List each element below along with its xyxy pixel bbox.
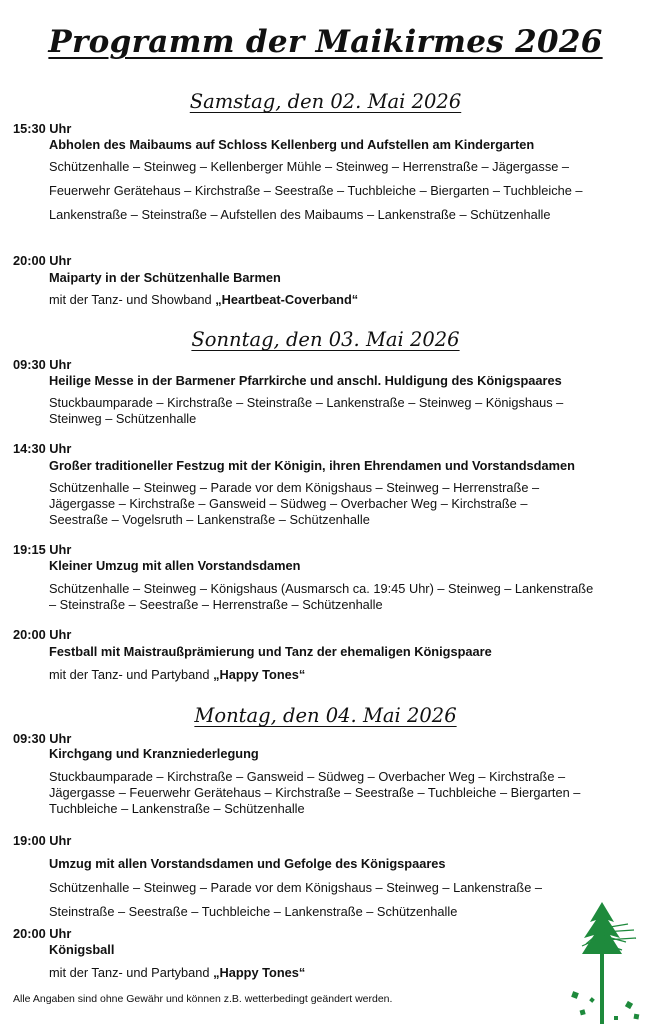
route-line: Steinweg – Schützenhalle <box>49 411 197 426</box>
event-time: 09:30 Uhr <box>13 731 72 746</box>
event-title: Umzug mit allen Vorstandsdamen und Gefolge des Königspaares <box>49 856 446 871</box>
event-time: 15:30 Uhr <box>13 121 72 136</box>
route-line: Schützenhalle – Steinweg – Parade vor dem Königshaus – Steinweg – Lankenstraße – <box>49 880 542 895</box>
event-title: Abholen des Maibaums auf Schloss Kellenberg und Aufstellen am Kindergarten <box>49 137 535 152</box>
event-title: Kirchgang und Kranzniederlegung <box>49 746 259 761</box>
event-title: Königsball <box>49 942 115 957</box>
event-time: 09:30 Uhr <box>13 357 72 372</box>
route-line: Jägergasse – Feuerwehr Gerätehaus – Kirchstraße – Seestraße – Tuchbleiche – Biergarten – <box>49 785 581 800</box>
route-line: Stuckbaumparade – Kirchstraße – Steinstraße – Lankenstraße – Steinweg – Königshaus – <box>49 395 564 410</box>
band-name: „Happy Tones“ <box>213 667 306 682</box>
event-time: 20:00 Uhr <box>13 627 72 642</box>
maibaum-tree-icon <box>568 898 648 1029</box>
event-time: 19:00 Uhr <box>13 833 72 848</box>
day-heading-sunday: Sonntag, den 03. Mai 2026 <box>191 328 460 351</box>
day-heading-saturday: Samstag, den 02. Mai 2026 <box>189 90 462 113</box>
band-line-text: mit der Tanz- und Partyband <box>49 965 214 980</box>
event-time: 14:30 Uhr <box>13 441 72 456</box>
route-line: Lankenstraße – Steinstraße – Aufstellen des Maibaums – Lankenstraße – Schützenhalle <box>49 207 551 222</box>
band-line <box>49 292 358 307</box>
route-line: Stuckbaumparade – Kirchstraße – Gansweid – Südweg – Overbacher Weg – Kirchstraße – <box>49 769 566 784</box>
disclaimer-footer: Alle Angaben sind ohne Gewähr und können z.B. wetterbedingt geändert werden. <box>13 993 393 1005</box>
route-line: Steinstraße – Seestraße – Tuchbleiche – Lankenstraße – Schützenhalle <box>49 904 458 919</box>
route-line: Schützenhalle – Steinweg – Königshaus (Ausmarsch ca. 19:45 Uhr) – Steinweg – Lankenstraße <box>49 581 594 596</box>
route-line: – Steinstraße – Seestraße – Herrenstraße – Schützenhalle <box>49 597 383 612</box>
event-time: 19:15 Uhr <box>13 542 72 557</box>
route-line: Schützenhalle – Steinweg – Parade vor dem Königshaus – Steinweg – Herrenstraße – <box>49 480 540 495</box>
event-title: Großer traditioneller Festzug mit der Königin, ihren Ehrendamen und Vorstandsdamen <box>49 458 575 473</box>
event-title: Festball mit Maistraußprämierung und Tanz der ehemaligen Königspaare <box>49 644 492 659</box>
day-heading-monday: Montag, den 04. Mai 2026 <box>194 704 457 727</box>
band-line-text: mit der Tanz- und Showband <box>49 292 216 307</box>
event-time: 20:00 Uhr <box>13 253 72 268</box>
route-line: Seestraße – Vogelsruth – Lankenstraße – Schützenhalle <box>49 512 370 527</box>
event-title: Heilige Messe in der Barmener Pfarrkirche und anschl. Huldigung des Königspaares <box>49 373 562 388</box>
page-title: Programm der Maikirmes 2026 <box>48 24 603 60</box>
route-line: Schützenhalle – Steinweg – Kellenberger Mühle – Steinweg – Herrenstraße – Jägergasse – <box>49 159 570 174</box>
event-title: Kleiner Umzug mit allen Vorstandsdamen <box>49 558 301 573</box>
event-title: Maiparty in der Schützenhalle Barmen <box>49 270 281 285</box>
route-line: Tuchbleiche – Lankenstraße – Schützenhalle <box>49 801 305 816</box>
band-line <box>49 965 305 980</box>
band-line <box>49 667 305 682</box>
band-line-text: mit der Tanz- und Partyband <box>49 667 214 682</box>
route-line: Feuerwehr Gerätehaus – Kirchstraße – Seestraße – Tuchbleiche – Biergarten – Tuchbleiche – <box>49 183 583 198</box>
band-name: „Happy Tones“ <box>213 965 306 980</box>
route-line: Jägergasse – Kirchstraße – Gansweid – Südweg – Overbacher Weg – Kirchstraße – <box>49 496 528 511</box>
event-time: 20:00 Uhr <box>13 926 72 941</box>
band-name: „Heartbeat-Coverband“ <box>215 292 359 307</box>
